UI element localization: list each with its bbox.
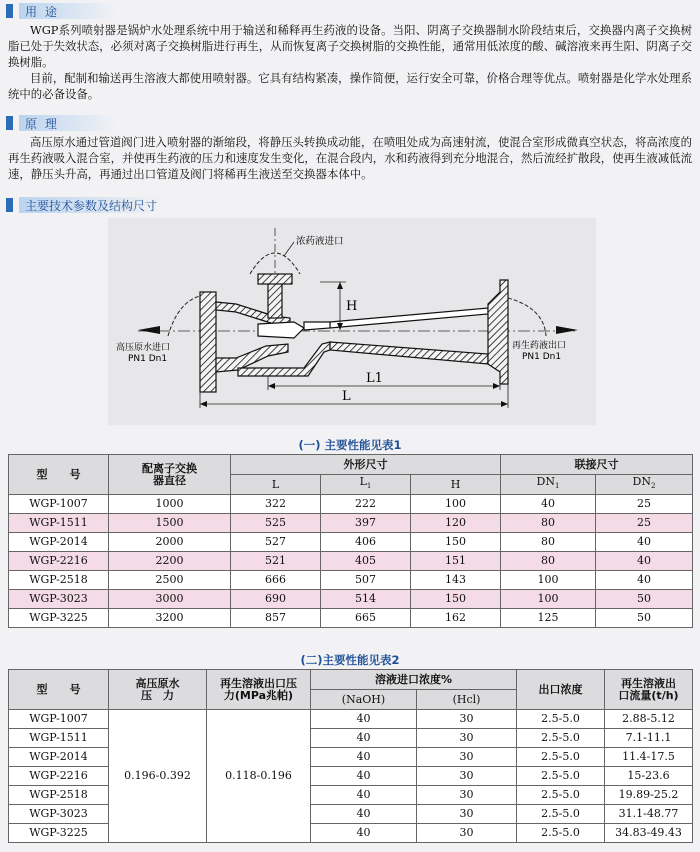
value-cell: 80: [501, 552, 596, 571]
model-cell: WGP-3225: [9, 609, 109, 628]
value-cell: 15-23.6: [605, 767, 693, 786]
l-arrow-right: [501, 401, 508, 407]
value-cell: 40: [311, 824, 417, 843]
value-cell: 31.1-48.77: [605, 805, 693, 824]
value-cell: 50: [596, 590, 693, 609]
header-outlet-concentration: 出口浓度: [517, 670, 605, 710]
value-cell: 150: [411, 533, 501, 552]
inlet-top-leader: [284, 242, 294, 256]
model-cell: WGP-1007: [9, 710, 109, 729]
value-cell: 80: [501, 533, 596, 552]
value-cell: 40: [311, 805, 417, 824]
value-cell: 25: [596, 514, 693, 533]
value-cell: 30: [417, 710, 517, 729]
l1-dimension-label: L1: [366, 371, 383, 386]
model-cell: WGP-2518: [9, 786, 109, 805]
value-cell: 2.5-5.0: [517, 767, 605, 786]
value-cell: 666: [231, 571, 321, 590]
table1-row: [9, 609, 693, 628]
value-cell: 151: [411, 552, 501, 571]
value-cell: 40: [596, 552, 693, 571]
value-cell: 405: [321, 552, 411, 571]
l-arrow-left: [200, 401, 207, 407]
h-dimension-label: H: [346, 299, 358, 314]
model-cell: WGP-3225: [9, 824, 109, 843]
h-arrow-top: [337, 282, 343, 289]
ejector-diagram: [108, 218, 596, 425]
value-cell: 40: [311, 786, 417, 805]
value-cell: 34.83-49.43: [605, 824, 693, 843]
value-cell: 406: [321, 533, 411, 552]
table1-row: [9, 514, 693, 533]
usage-paragraph-2: 目前，配制和输送再生溶液大都使用喷射器。它具有结构紧凑，操作简便，运行安全可靠，价格合理等优点。喷射器是化学水处理系统中的必备设备。: [8, 71, 692, 101]
value-cell: 100: [501, 571, 596, 590]
section-params-header: [6, 196, 165, 214]
performance-table-2: [8, 669, 693, 843]
model-cell: WGP-1511: [9, 514, 109, 533]
value-cell: 1500: [109, 514, 231, 533]
value-cell: 30: [417, 767, 517, 786]
model-cell: WGP-2216: [9, 552, 109, 571]
table2-title: (二)主要性能见表2: [300, 653, 400, 667]
value-cell: 222: [321, 495, 411, 514]
diffuser-lower: [330, 342, 488, 364]
value-cell: 40: [311, 729, 417, 748]
table1-row: [9, 590, 693, 609]
header-hcl: (Hcl): [417, 690, 517, 710]
l1-arrow-right: [493, 383, 500, 389]
value-cell: 40: [596, 533, 693, 552]
nozzle: [258, 322, 304, 338]
value-cell: 2.5-5.0: [517, 710, 605, 729]
usage-paragraph-1: WGP系列喷射器是锅炉水处理系统中用于输送和稀释再生药液的设备。当阳、阴离子交换器制水阶段结束后，交换器内离子交换树脂已处于失效状态，必须对离子交换树脂进行再生，从而恢复离子交换树脂的交换性能，通常用低浓度的酸、碱溶液来再生阳、阴离子交换树脂。: [8, 23, 692, 69]
value-cell: 100: [501, 590, 596, 609]
outlet-arrow: [556, 326, 578, 334]
value-cell: 40: [311, 767, 417, 786]
usage-text: [8, 22, 692, 102]
value-cell: 2.5-5.0: [517, 786, 605, 805]
value-cell: 857: [231, 609, 321, 628]
model-cell: WGP-1007: [9, 495, 109, 514]
section-marker: [6, 198, 13, 212]
value-cell: 100: [411, 495, 501, 514]
value-cell: 3000: [109, 590, 231, 609]
header-DN1: $DN_1$: [501, 475, 596, 495]
throat: [304, 322, 330, 330]
value-cell: 40: [501, 495, 596, 514]
concentrate-inlet-flange: [258, 274, 292, 284]
water-inlet-spec: PN1 Dn1: [128, 354, 168, 364]
inlet-valve-arc: [168, 296, 200, 336]
value-cell: 150: [411, 590, 501, 609]
value-cell: 665: [321, 609, 411, 628]
value-cell: 7.1-11.1: [605, 729, 693, 748]
value-cell: 50: [596, 609, 693, 628]
value-cell: 25: [596, 495, 693, 514]
value-cell: 11.4-17.5: [605, 748, 693, 767]
value-cell: 143: [411, 571, 501, 590]
water-pressure-cell: 0.196-0.392: [109, 710, 207, 843]
value-cell: 2.5-5.0: [517, 824, 605, 843]
section-marker: [6, 116, 13, 130]
value-cell: 30: [417, 748, 517, 767]
value-cell: 19.89-25.2: [605, 786, 693, 805]
value-cell: 2.5-5.0: [517, 748, 605, 767]
value-cell: 30: [417, 824, 517, 843]
header-connection-dimensions: 联接尺寸: [501, 455, 693, 475]
section-params-title: 主要技术参数及结构尺寸: [19, 197, 165, 213]
header-outer-dimensions: 外形尺寸: [231, 455, 501, 475]
section-usage-header: [6, 2, 117, 20]
value-cell: 1000: [109, 495, 231, 514]
header-inlet-concentration: 溶液进口浓度%: [311, 670, 517, 690]
value-cell: 30: [417, 786, 517, 805]
table1-row: [9, 533, 693, 552]
concentrate-inlet-label: 浓药液进口: [296, 236, 344, 247]
concentrate-inlet-pipe: [268, 282, 282, 318]
value-cell: 2500: [109, 571, 231, 590]
value-cell: 527: [231, 533, 321, 552]
value-cell: 2.5-5.0: [517, 805, 605, 824]
header-L: L: [231, 475, 321, 495]
section-principle-title: 原 理: [19, 115, 117, 131]
value-cell: 30: [417, 729, 517, 748]
model-cell: WGP-2216: [9, 767, 109, 786]
value-cell: 40: [596, 571, 693, 590]
value-cell: 525: [231, 514, 321, 533]
value-cell: 125: [501, 609, 596, 628]
outlet-pressure-cell: 0.118-0.196: [207, 710, 311, 843]
header-model: 型 号: [9, 455, 109, 495]
header-water-pressure: 高压原水 压 力: [109, 670, 207, 710]
header-outlet-flow: 再生溶液出 口流量(t/h): [605, 670, 693, 710]
value-cell: 2.5-5.0: [517, 729, 605, 748]
value-cell: 3200: [109, 609, 231, 628]
outlet-label: 再生药液出口: [512, 341, 567, 351]
value-cell: 120: [411, 514, 501, 533]
model-cell: WGP-2518: [9, 571, 109, 590]
header-outlet-pressure: 再生溶液出口压 力(MPa兆帕): [207, 670, 311, 710]
value-cell: 30: [417, 805, 517, 824]
principle-paragraph-1: 高压原水通过管道阀门进入喷射器的渐缩段，将静压头转换成动能，在喷咀处成为高速射流，使混合室形成微真空状态，将高浓度的再生药液吸入混合室，并使再生药液的压力和速度发生变化，在混合段内，水和药液得到充分地混合，然后流经扩散段，使再生液减低流速，静压头升高，再通过出口管道及阀门将稀再生液送至交换器本体中。: [8, 135, 692, 181]
header-DN2: $DN_2$: [596, 475, 693, 495]
value-cell: 322: [231, 495, 321, 514]
model-cell: WGP-3023: [9, 805, 109, 824]
model-cell: WGP-3023: [9, 590, 109, 609]
ejector-drawing: [108, 218, 596, 425]
value-cell: 2200: [109, 552, 231, 571]
value-cell: 521: [231, 552, 321, 571]
value-cell: 2.88-5.12: [605, 710, 693, 729]
header-naoh: (NaOH): [311, 690, 417, 710]
model-cell: WGP-2014: [9, 533, 109, 552]
table1-title: (一) 主要性能见表1: [298, 438, 402, 452]
model-cell: WGP-1511: [9, 729, 109, 748]
value-cell: 80: [501, 514, 596, 533]
header-resin-diameter: 配离子交换 器直径: [109, 455, 231, 495]
model-cell: WGP-2014: [9, 748, 109, 767]
header-H: H: [411, 475, 501, 495]
value-cell: 40: [311, 748, 417, 767]
value-cell: 40: [311, 710, 417, 729]
water-inlet-label: 高压原水进口: [116, 343, 171, 353]
value-cell: 2000: [109, 533, 231, 552]
table1-row: [9, 552, 693, 571]
value-cell: 690: [231, 590, 321, 609]
l-dimension-label: L: [342, 389, 351, 404]
value-cell: 514: [321, 590, 411, 609]
principle-text: [8, 134, 692, 182]
value-cell: 397: [321, 514, 411, 533]
header-model: 型 号: [9, 670, 109, 710]
section-marker: [6, 4, 13, 18]
inlet-flange: [200, 292, 216, 392]
inlet-arrow: [138, 326, 160, 334]
section-usage-title: 用 途: [19, 3, 117, 19]
value-cell: 162: [411, 609, 501, 628]
table1-row: [9, 495, 693, 514]
performance-table-1: [8, 454, 693, 628]
outlet-spec: PN1 Dn1: [522, 352, 562, 362]
header-L1: $L_1$: [321, 475, 411, 495]
section-principle-header: [6, 114, 117, 132]
value-cell: 507: [321, 571, 411, 590]
l1-arrow-left: [268, 383, 275, 389]
table1-row: [9, 571, 693, 590]
table2-row: [9, 710, 693, 729]
outlet-flange: [488, 280, 508, 384]
outlet-valve-arc: [508, 298, 546, 336]
